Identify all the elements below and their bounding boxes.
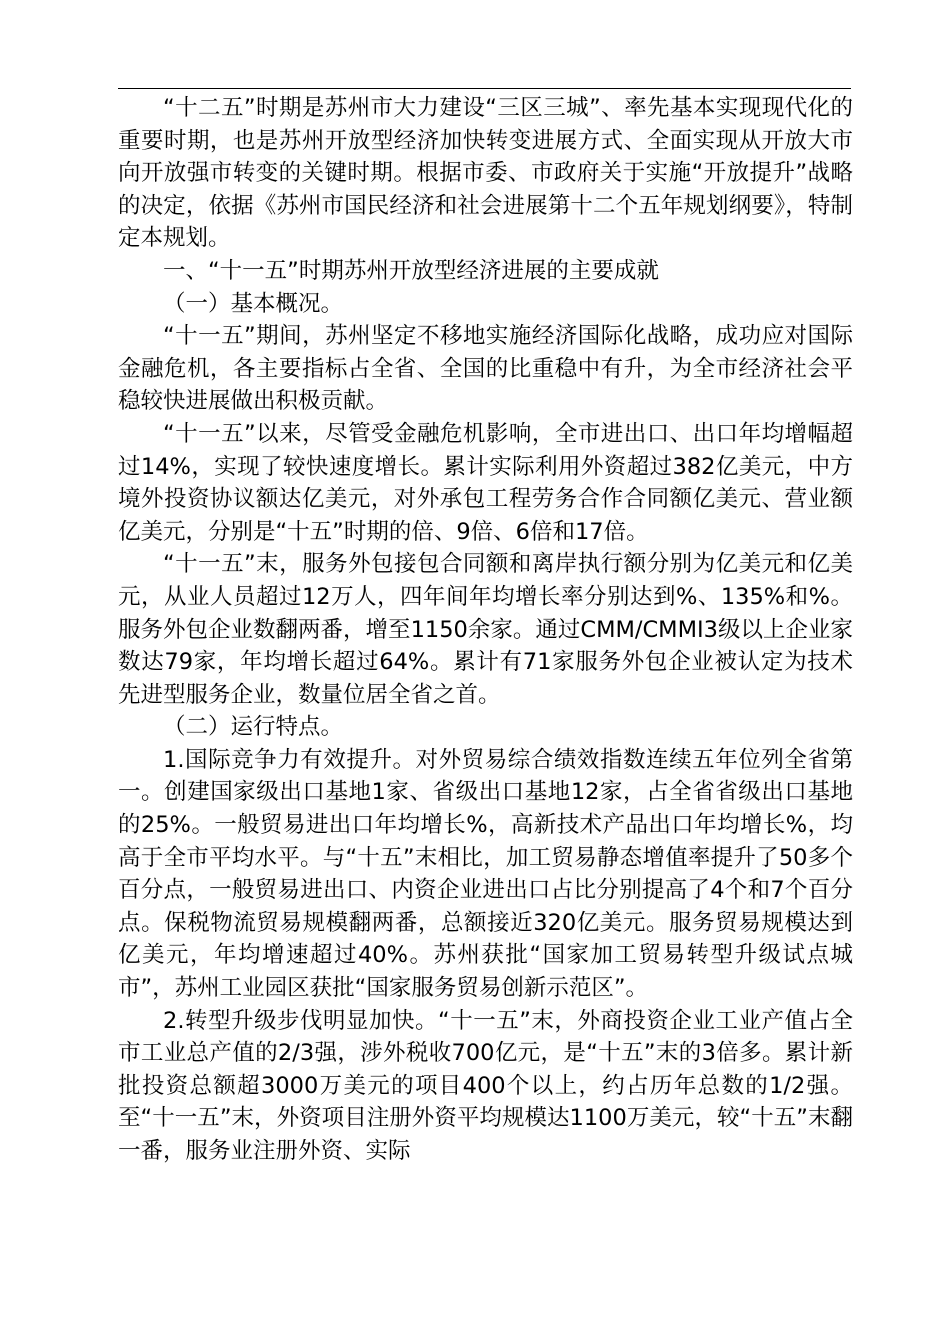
paragraph: “十一五”末，服务外包接包合同额和离岸执行额分别为亿美元和亿美元，从业人员超过12万人，四年间年均增长率分别达到%、135%和%。服务外包企业数翻两番，增至1150余家。通过CMM/CMMI3级以上企业家数达79家，年均增长超过64%。累计有71家服务外包企业被认定为技术先进型服务企业，数量位居全省之首。 xyxy=(118,551,853,708)
body-text xyxy=(118,92,853,1168)
paragraph: “十一五”以来，尽管受金融危机影响，全市进出口、出口年均增幅超过14%，实现了较快速度增长。累计实际利用外资超过382亿美元，中方境外投资协议额达亿美元，对外承包工程劳务合作合同额亿美元、营业额亿美元，分别是“十五”时期的倍、9倍、6倍和17倍。 xyxy=(118,420,853,545)
paragraph: 2.转型升级步伐明显加快。“十一五”末，外商投资企业工业产值占全市工业总产值的2/3强，涉外税收700亿元，是“十五”末的3倍多。累计新批投资总额超3000万美元的项目400个以上，约占历年总数的1/2强。至“十一五”末，外资项目注册外资平均规模达1100万美元，较“十五”末翻一番，服务业注册外资、实际 xyxy=(118,1007,853,1164)
subsection-heading: （二）运行特点。 xyxy=(163,714,344,741)
section-heading: 一、“十一五”时期苏州开放型经济进展的主要成就 xyxy=(163,257,659,284)
paragraph: 1.国际竞争力有效提升。对外贸易综合绩效指数连续五年位列全省第一。创建国家级出口基地1家、省级出口基地12家，占全省省级出口基地的25%。一般贸易进出口年均增长%，高新技术产品出口年均增长%，均高于全市平均水平。与“十五”末相比，加工贸易静态增值率提升了50多个百分点，一般贸易进出口、内资企业进出口占比分别提高了4个和7个百分点。保税物流贸易规模翻两番，总额接近320亿美元。服务贸易规模达到亿美元，年均增速超过40%。苏州获批“国家加工贸易转型升级试点城市”，苏州工业园区获批“国家服务贸易创新示范区”。 xyxy=(118,746,853,1002)
subsection-heading: （一）基本概况。 xyxy=(163,290,344,317)
header-rule xyxy=(118,88,851,89)
paragraph-intro: “十二五”时期是苏州市大力建设“三区三城”、率先基本实现现代化的重要时期，也是苏州开放型经济加快转变进展方式、全面实现从开放大市向开放强市转变的关键时期。根据市委、市政府关于实施“开放提升”战略的决定，依据《苏州市国民经济和社会进展第十二个五年规划纲要》，特制定本规划。 xyxy=(118,95,853,252)
paragraph: “十一五”期间，苏州坚定不移地实施经济国际化战略，成功应对国际金融危机，各主要指标占全省、全国的比重稳中有升，为全市经济社会平稳较快进展做出积极贡献。 xyxy=(118,323,853,415)
